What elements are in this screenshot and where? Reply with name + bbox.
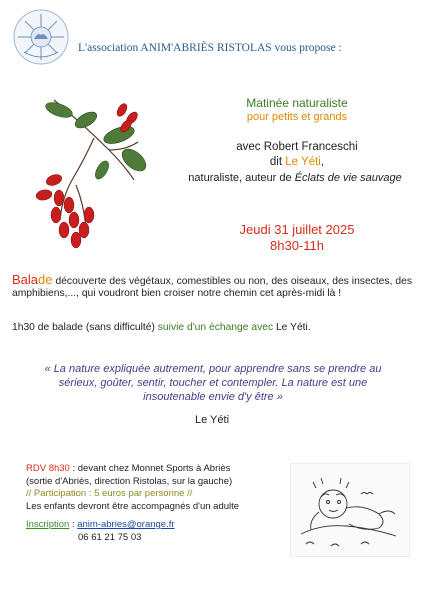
speaker-nickname — [180, 156, 414, 168]
balade-duration — [12, 322, 412, 333]
header-text: L'association ANIM'ABRIÈS RISTOLAS vous propose : — [78, 42, 342, 54]
practical-info — [26, 463, 286, 544]
rdv-row — [26, 463, 286, 476]
event-time: 8h30-11h — [270, 238, 324, 253]
description-prefix: naturaliste, auteur de — [188, 172, 292, 184]
exchange-with: Le Yéti. — [273, 322, 311, 333]
rdv-label: RDV 8h30 — [26, 463, 70, 474]
balade-word-part2: de — [38, 272, 53, 287]
inscription-sep: : — [69, 519, 78, 530]
inscription-label: Inscription — [26, 519, 70, 530]
participation: // Participation : 5 euros par personne // — [26, 488, 193, 499]
event-title: Matinée naturaliste — [246, 96, 348, 110]
rdv-detail: (sortie d'Abriès, direction Ristolas, sur la gauche) — [26, 475, 233, 487]
children-note: Les enfants devront être accompagnés d'un adulte — [26, 500, 240, 512]
nickname: Le Yéti — [285, 156, 321, 168]
duration-text: 1h30 de balade (sans difficulté) — [12, 322, 158, 333]
dit-prefix: dit — [269, 156, 283, 168]
email-link[interactable]: anim-abries@orange.fr — [77, 519, 175, 530]
phone-number: 06 61 21 75 03 — [78, 531, 142, 543]
event-subtitle: pour petits et grands — [246, 111, 348, 123]
exchange-text: suivie d'un échange avec — [157, 322, 274, 333]
dit-suffix: , — [320, 156, 325, 168]
quote-text: « La nature expliquée autrement, pour apprendre sans se prendre au sérieux, goûter, sentir, toucher et contempler. La nature est une insoutenable envie d'y être » — [44, 363, 382, 403]
yeti-sketch-illustration — [290, 463, 410, 557]
inscription-row — [26, 519, 286, 532]
balade-word-part1: Bala — [12, 272, 39, 287]
berry-branch-illustration — [14, 80, 164, 250]
association-logo-icon — [12, 8, 70, 66]
balade-description — [12, 274, 412, 300]
speaker-name: avec Robert Franceschi — [236, 141, 358, 153]
book-title: Éclats de vie sauvage — [294, 172, 402, 184]
event-date: Jeudi 31 juillet 2025 — [239, 222, 355, 237]
balade-text: découverte des végétaux, comestibles ou non, des oiseaux, des insectes, des amphibiens,..., qui voudront bien croiser notre chemin cet après-midi là ! — [12, 276, 412, 299]
speaker-description — [170, 172, 420, 184]
quote-author: Le Yéti — [194, 414, 230, 426]
rdv-text: : devant chez Monnet Sports à Abriès — [69, 463, 231, 474]
